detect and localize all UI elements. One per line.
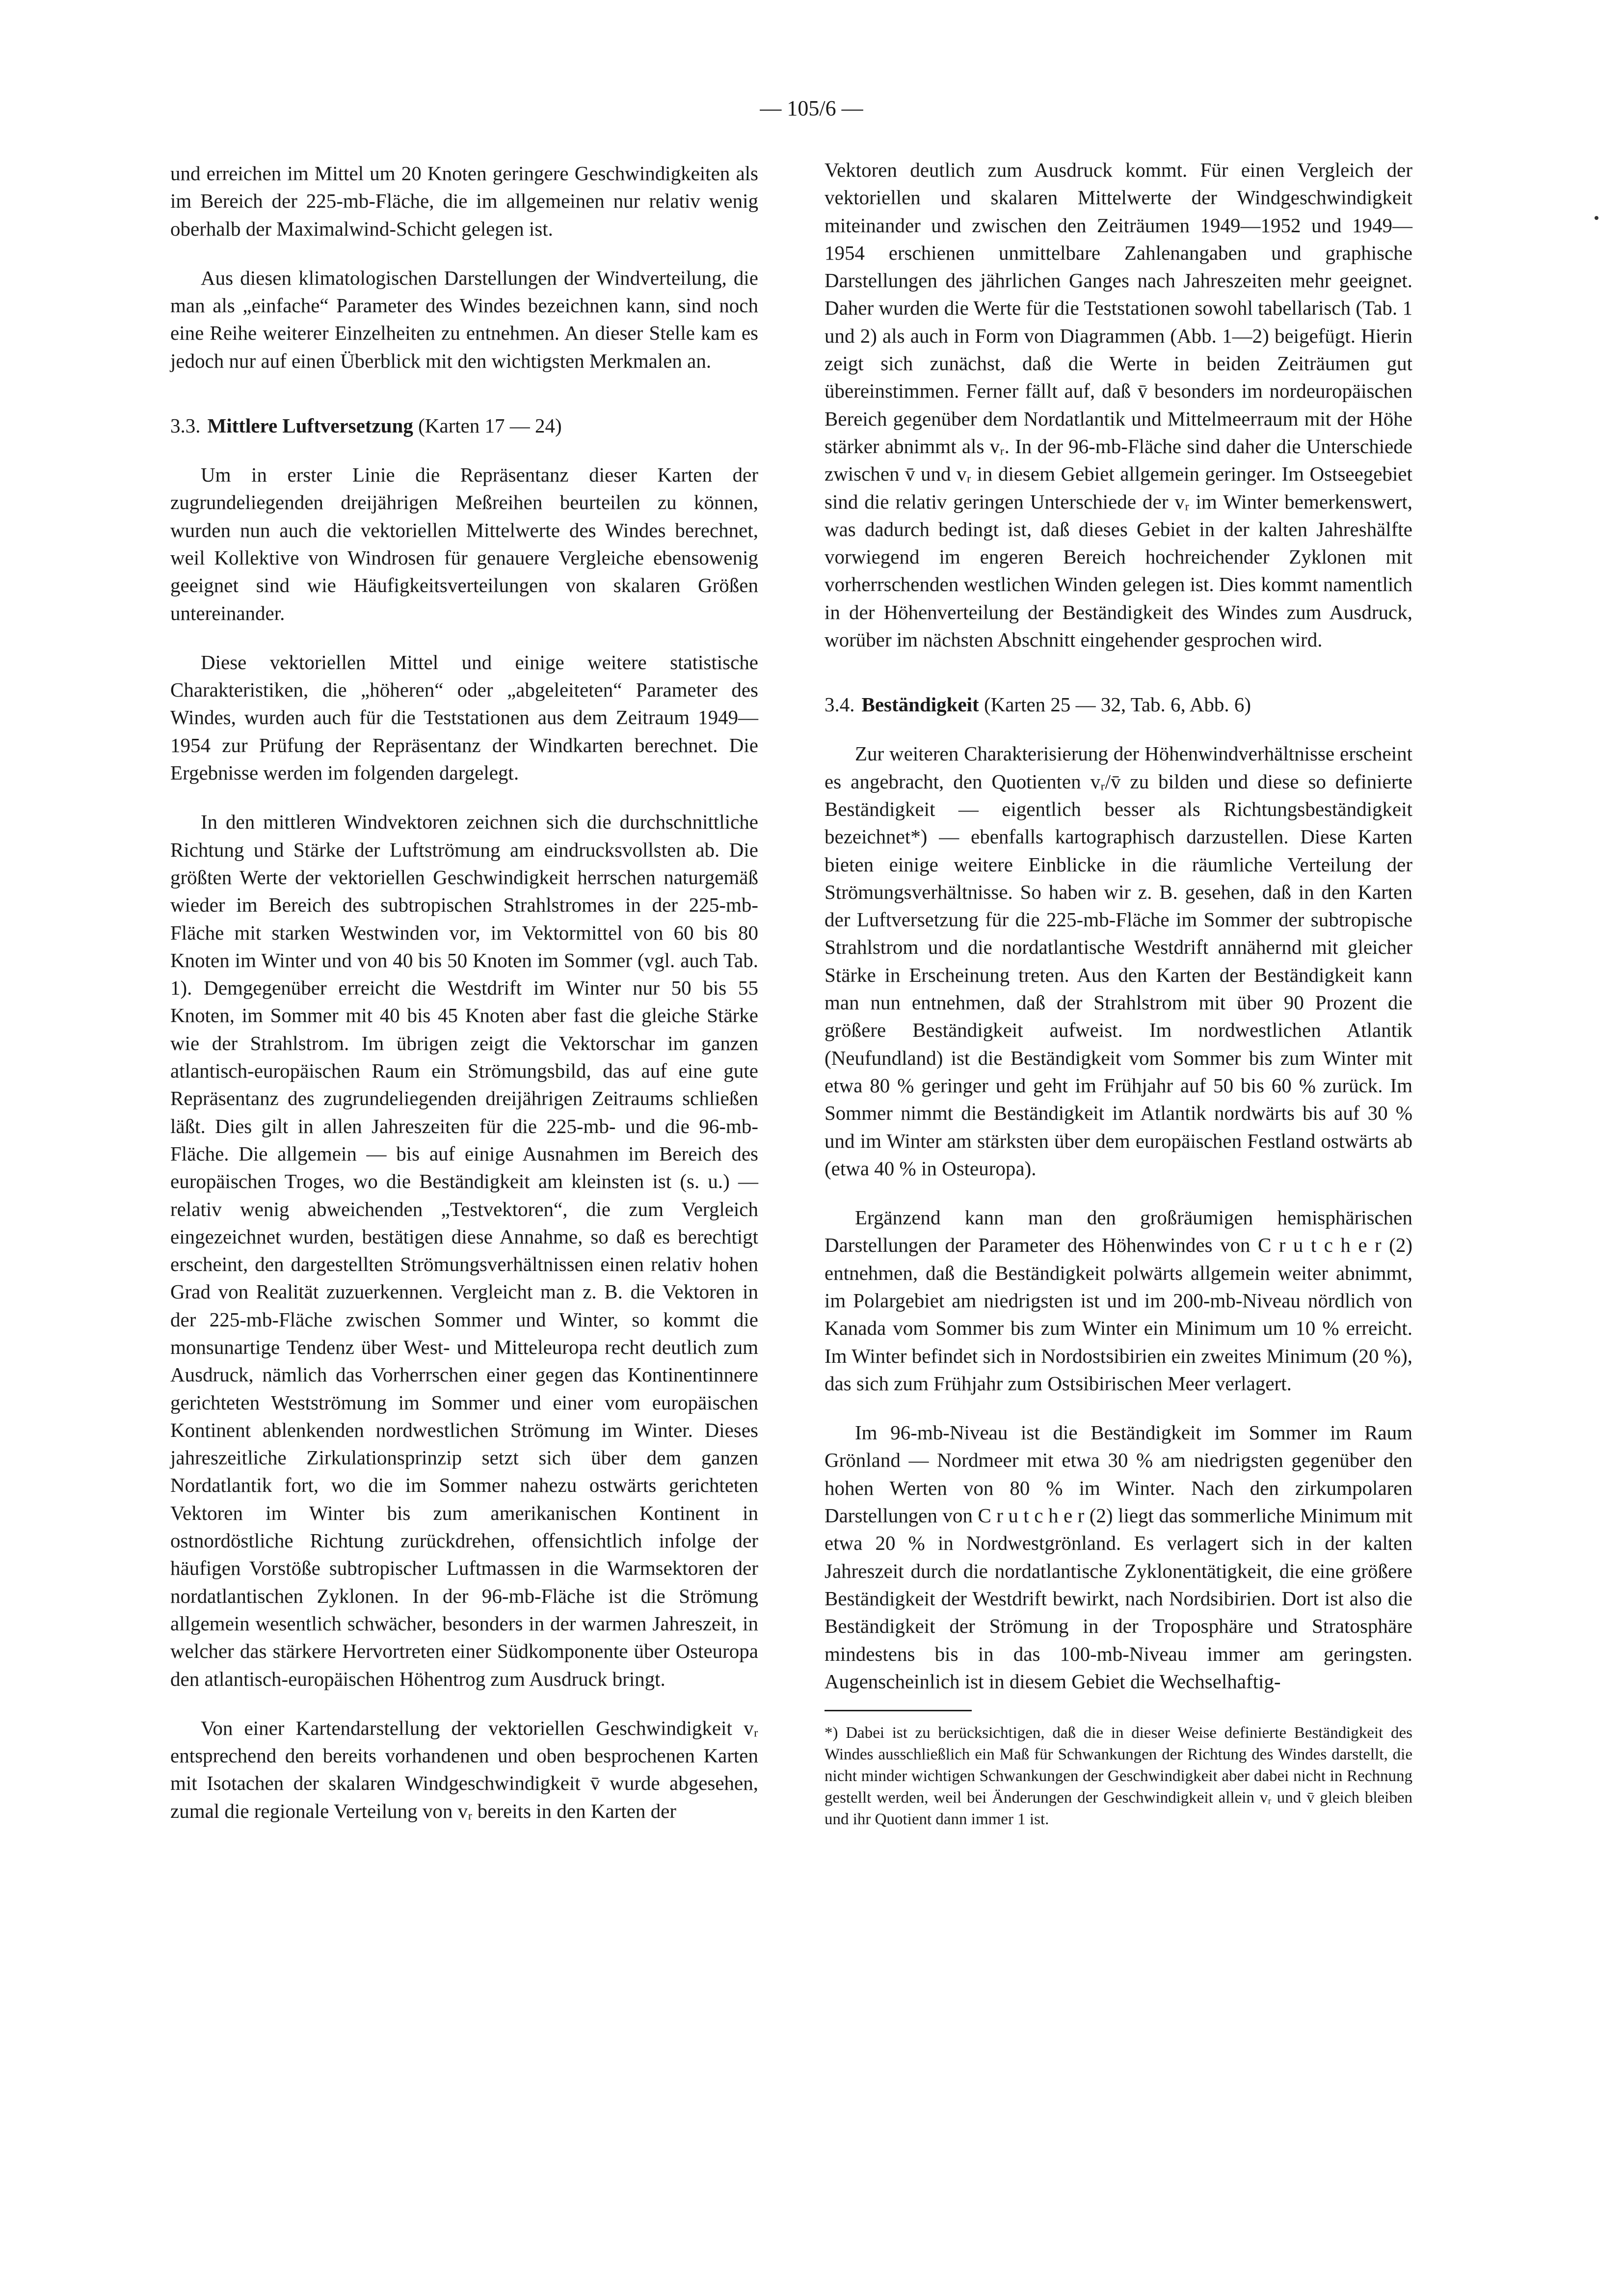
section-title: Mittlere Luftversetzung: [207, 414, 413, 437]
margin-dot: [1595, 216, 1598, 220]
section-number: 3.3.: [170, 414, 201, 437]
section-reference: (Karten 25 — 32, Tab. 6, Abb. 6): [984, 693, 1251, 716]
footnote: *) Dabei ist zu berücksichtigen, daß die in dieser Weise definierte Beständigkeit des Windes ausschließlich ein Maß für Schwankungen der Richtung des Windes darstellt, die nicht minder wichtigen Schwankungen der Geschwindigkeit aber dabei nicht in Rechnung gestellt werden, weil bei Änderungen der Geschwindigkeit allein vᵣ und v̄ gleich bleiben und ihr Quotient dann immer 1 ist.: [825, 1724, 1412, 1829]
left-column: [170, 160, 758, 1825]
paragraph: Aus diesen klimatologischen Darstellungen der Windverteilung, die man als „einfache“ Parameter des Windes bezeichnen kann, sind noch eine Reihe weiterer Einzelheiten zu entnehmen. An dieser Stelle kam es jedoch nur auf einen Überblick mit den wichtigsten Merkmalen an.: [170, 266, 758, 372]
paragraph: Um in erster Linie die Repräsentanz dieser Karten der zugrundeliegenden dreijährigen Meßreihen beurteilen zu können, wurden nun auch die vektoriellen Mittelwerte des Windes berechnet, weil Kollektive von Windrosen für genauere Vergleiche ebensowenig geeignet sind wie Häufigkeitsverteilungen von skalaren Größen untereinander.: [170, 463, 758, 624]
paragraph: Im 96-mb-Niveau ist die Beständigkeit im Sommer im Raum Grönland — Nordmeer mit etwa 30 % am niedrigsten gegenüber den hohen Werten von 80 % im Winter. Nach den zirkumpolaren Darstellungen von C r u t c h e r (2) liegt das sommerliche Minimum mit etwa 20 % in Nordwestgrönland. Es verlagert sich in der kalten Jahreszeit durch die nordatlantische Zyklonentätigkeit, die eine größere Beständigkeit der Westdrift bewirkt, nach Nordsibirien. Dort ist also die Beständigkeit der Strömung in der Troposphäre und Stratosphäre mindestens bis in das 100-mb-Niveau immer am geringsten. Augenscheinlich ist in diesem Gebiet die Wechselhaftig-: [825, 1421, 1412, 1693]
section-number: 3.4.: [825, 693, 855, 716]
paragraph: Diese vektoriellen Mittel und einige weitere statistische Charakteristiken, die „höheren“ oder „abgeleiteten“ Parameter des Windes, wurden auch für die Teststationen aus dem Zeitraum 1949—1954 zur Prüfung der Repräsentanz der Windkarten berechnet. Die Ergebnisse werden im folgenden dargelegt.: [170, 650, 758, 784]
footnote-divider: [825, 1710, 972, 1711]
paragraph: Ergänzend kann man den großräumigen hemisphärischen Darstellungen der Parameter des Höhenwindes von C r u t c h e r (2) entnehmen, daß die Beständigkeit polwärts allgemein weiter abnimmt, im Polargebiet am niedrigsten ist und im 200-mb-Niveau nördlich von Kanada vom Sommer bis zum Winter ein Minimum um 10 % erreicht. Im Winter befindet sich in Nordostsibirien ein zweites Minimum (20 %), das sich zum Frühjahr zum Ostsibirischen Meer verlagert.: [825, 1206, 1412, 1395]
paragraph: und erreichen im Mittel um 20 Knoten geringere Geschwindigkeiten als im Bereich der 225-mb-Fläche, die im allgemeinen nur relativ wenig oberhalb der Maximalwind-Schicht gelegen ist.: [170, 162, 758, 240]
paragraph: Zur weiteren Charakterisierung der Höhenwindverhältnisse erscheint es angebracht, den Quotienten vᵣ/v̄ zu bilden und diese so definierte Beständigkeit — eigentlich besser als Richtungsbeständigkeit bezeichnet*) — ebenfalls kartographisch darzustellen. Diese Karten bieten einige weitere Einblicke in die räumliche Verteilung der Strömungsverhältnisse. So haben wir z. B. gesehen, daß in den Karten der Luftversetzung für die 225-mb-Fläche im Sommer der subtropische Strahlstrom und die nordatlantische Westdrift annähernd mit gleicher Stärke in Erscheinung treten. Aus den Karten der Beständigkeit kann man nun entnehmen, daß der Strahlstrom mit über 90 Prozent die größere Beständigkeit aufweist. Im nordwestlichen Atlantik (Neufundland) ist die Beständigkeit vom Sommer bis zum Winter mit etwa 80 % geringer und geht im Frühjahr auf 50 bis 60 % zurück. Im Sommer nimmt die Beständigkeit im Atlantik nordwärts bis auf 30 % und im Winter am stärksten über dem europäischen Festland ostwärts ab (etwa 40 % in Osteuropa).: [825, 742, 1412, 1180]
page-number: — 105/6 —: [760, 96, 863, 120]
section-title: Beständigkeit: [861, 693, 979, 716]
paragraph: Von einer Kartendarstellung der vektoriellen Geschwindigkeit vᵣ entsprechend den bereits vorhandenen und oben besprochenen Karten mit Isotachen der skalaren Windgeschwindigkeit v̄ wurde abgesehen, zumal die regionale Verteilung von vᵣ bereits in den Karten der: [170, 1716, 758, 1822]
paragraph: In den mittleren Windvektoren zeichnen sich die durchschnittliche Richtung und Stärke der Luftströmung am eindrucksvollsten ab. Die größten Werte der vektoriellen Geschwindigkeit herrschen naturgemäß wieder im Bereich des subtropischen Strahlstromes in der 225-mb-Fläche mit starken Westwinden vor, im Vektormittel von 60 bis 80 Knoten im Winter und von 40 bis 50 Knoten im Sommer (vgl. auch Tab. 1). Demgegenüber erreicht die Westdrift im Winter nur 50 bis 55 Knoten, im Sommer mit 40 bis 45 Knoten aber fast die gleiche Stärke wie der Strahlstrom. Im übrigen zeigt die Vektorschar im ganzen atlantisch-europäischen Raum ein Strömungsbild, das auf eine gute Repräsentanz des zugrundeliegenden dreijährigen Zeitraums schließen läßt. Dies gilt in allen Jahreszeiten für die 225-mb- und die 96-mb-Fläche. Die allgemein — bis auf einige Ausnahmen im Bereich des europäischen Troges, wo die Beständigkeit am kleinsten ist (s. u.) — relativ wenig abweichenden „Testvektoren“, die zum Vergleich eingezeichnet wurden, bestätigen diese Annahme, so daß es berechtigt erscheint, den dargestellten Strömungsverhältnissen einen relativ hohen Grad von Realität zuzuerkennen. Vergleicht man z. B. die Vektoren in der 225-mb-Fläche zwischen Sommer und Winter, so kommt die monsunartige Tendenz über West- und Mitteleuropa recht deutlich zum Ausdruck, nämlich das Vorherrschen einer gegen das Kontinentinnere gerichteten Westströmung im Sommer und einer vom europäischen Kontinent ablenkenden nordwestlichen Strömung im Winter. Dieses jahreszeitliche Zirkulationsprinzip setzt sich über dem ganzen Nordatlantik fort, wo die im Sommer nahezu ostwärts gerichteten Vektoren im Winter bis zum amerikanischen Kontinent in ostnordöstliche Richtung zurückdrehen, offensichtlich infolge der häufigen Vorstöße subtropischer Luftmassen in die Warmsektoren der nordatlantischen Zyklonen. In der 96-mb-Fläche ist die Strömung allgemein wesentlich schwächer, besonders in der warmen Jahreszeit, in welcher das stärkere Hervortreten einer Südkomponente über Osteuropa den atlantisch-europäischen Höhentrog zum Ausdruck bringt.: [170, 810, 758, 1690]
paragraph: Vektoren deutlich zum Ausdruck kommt. Für einen Vergleich der vektoriellen und skalaren Mittelwerte der Windgeschwindigkeit miteinander und zwischen den Zeiträumen 1949—1952 und 1949—1954 erschienen unmittelbare Zahlenangaben und graphische Darstellungen des jährlichen Ganges nach Jahreszeiten mehr geeignet. Daher wurden die Werte für die Teststationen sowohl tabellarisch (Tab. 1 und 2) als auch in Form von Diagrammen (Abb. 1—2) beigefügt. Hierin zeigt sich zunächst, daß die Werte in beiden Zeiträumen gut übereinstimmen. Ferner fällt auf, daß v̄ besonders im nordeuropäischen Bereich gegenüber dem Nordatlantik und Mittelmeerraum mit der Höhe stärker abnimmt als vᵣ. In der 96-mb-Fläche sind daher die Unterschiede zwischen v̄ und vᵣ in diesem Gebiet allgemein geringer. Im Ostseegebiet sind die relativ geringen Unterschiede der vᵣ im Winter bemerkenswert, was dadurch bedingt ist, daß dieses Gebiet in der kalten Jahreshälfte vorwiegend im engeren Bereich hochreichender Zyklonen mit vorherrschenden westlichen Winden gelegen ist. Dies kommt namentlich in der Höhenverteilung der Beständigkeit des Windes zum Ausdruck, worüber im nächsten Abschnitt eingehender gesprochen wird.: [825, 159, 1412, 651]
section-heading-3-4: [825, 691, 1412, 718]
section-heading-3-3: [170, 412, 758, 439]
section-reference: (Karten 17 — 24): [418, 414, 562, 437]
right-column: [825, 156, 1412, 1830]
